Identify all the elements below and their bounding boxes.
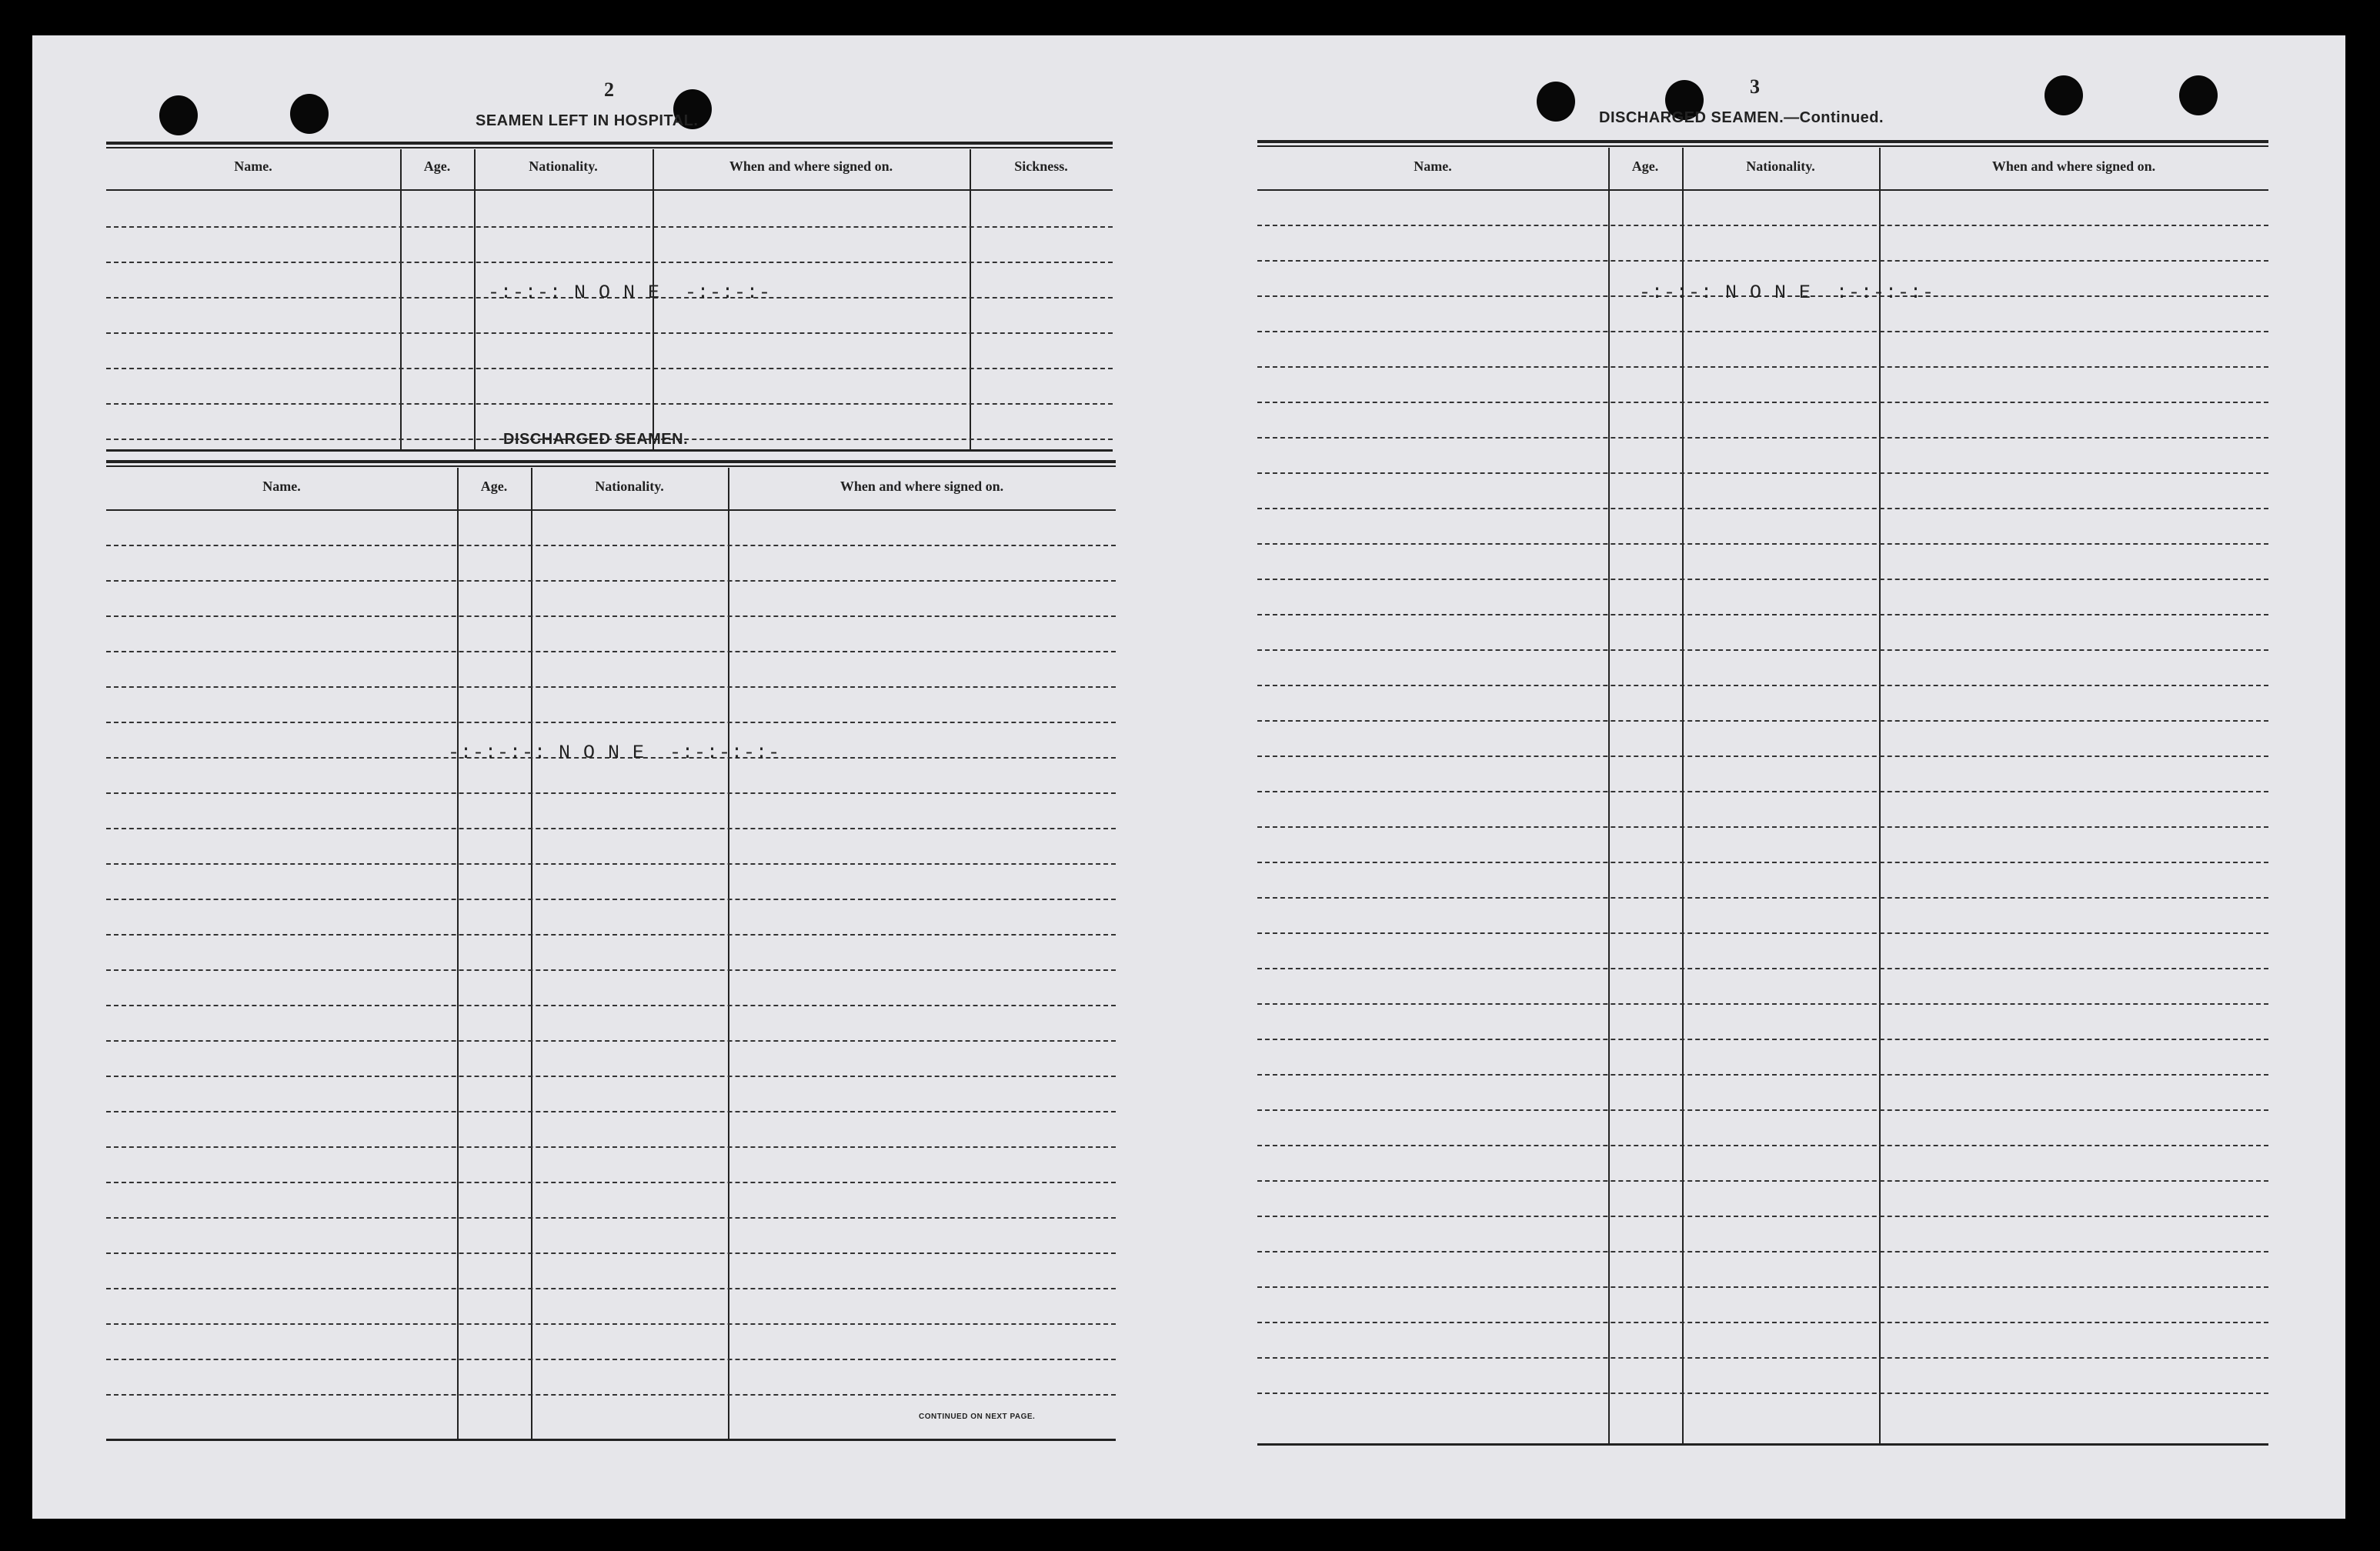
entry-line <box>106 262 1113 263</box>
entry-line <box>1257 791 2268 792</box>
header-rule <box>106 189 1113 191</box>
entry-line <box>106 545 1116 546</box>
entry-line <box>106 615 1116 617</box>
column-divider <box>531 468 532 1439</box>
entry-line <box>1257 1145 2268 1146</box>
table-top-rule <box>106 460 1116 463</box>
entry-line <box>1257 331 2268 332</box>
continued-footer: CONTINUED ON NEXT PAGE. <box>919 1413 1036 1421</box>
entry-line <box>1257 826 2268 828</box>
column-header-nationality: Nationality. <box>529 158 598 174</box>
entry-line <box>106 722 1116 723</box>
entry-line <box>106 1359 1116 1360</box>
column-divider <box>728 468 729 1439</box>
entry-line <box>1257 1286 2268 1288</box>
column-header-signed-on: When and where signed on. <box>840 479 1004 494</box>
page-number-right: 3 <box>1750 75 1760 98</box>
none-entry: -:-:-: N O N E -:-:-:- <box>488 282 772 304</box>
entry-line <box>1257 720 2268 722</box>
punch-hole <box>2179 75 2218 115</box>
hospital-section-title: SEAMEN LEFT IN HOSPITAL. <box>476 112 699 129</box>
column-header-name: Name. <box>262 479 301 494</box>
column-header-signed-on: When and where signed on. <box>729 158 893 174</box>
entry-line <box>1257 1074 2268 1076</box>
entry-line <box>106 403 1113 405</box>
entry-line <box>1257 968 2268 969</box>
column-divider <box>1608 148 1610 1443</box>
table-bottom-rule <box>1257 1443 2268 1446</box>
table-bottom-rule <box>106 1439 1116 1441</box>
entry-line <box>1257 366 2268 368</box>
header-rule <box>1257 189 2268 191</box>
entry-line <box>1257 1109 2268 1111</box>
entry-line <box>1257 1357 2268 1359</box>
document-sheet <box>32 35 2345 1519</box>
punch-hole <box>2045 75 2083 115</box>
entry-line <box>106 1288 1116 1289</box>
column-header-nationality: Nationality. <box>595 479 664 494</box>
entry-line <box>1257 260 2268 262</box>
column-divider <box>970 149 971 451</box>
column-header-age: Age. <box>480 479 508 494</box>
column-header-age: Age. <box>423 158 451 174</box>
entry-line <box>106 1005 1116 1006</box>
column-header-sickness: Sickness. <box>1014 158 1068 174</box>
entry-line <box>1257 508 2268 509</box>
column-header-nationality: Nationality. <box>1746 158 1815 174</box>
entry-line <box>106 686 1116 688</box>
entry-line <box>106 1252 1116 1254</box>
table-bottom-rule <box>106 449 1113 452</box>
punch-hole <box>159 95 198 135</box>
entry-line <box>106 1182 1116 1183</box>
table-top-rule <box>106 142 1113 145</box>
entry-line <box>1257 543 2268 545</box>
table-top-rule <box>106 147 1113 148</box>
entry-line <box>1257 1039 2268 1040</box>
page-number-left: 2 <box>604 78 614 101</box>
entry-line <box>1257 685 2268 686</box>
entry-line <box>1257 1251 2268 1252</box>
entry-line <box>106 969 1116 971</box>
entry-line <box>1257 897 2268 899</box>
entry-line <box>106 863 1116 865</box>
column-divider <box>1879 148 1881 1443</box>
entry-line <box>1257 1216 2268 1217</box>
punch-hole <box>1537 82 1575 122</box>
none-entry: -:-:-:-: N O N E -:-:-:-:- <box>448 742 781 764</box>
column-divider <box>457 468 459 1439</box>
entry-line <box>1257 1322 2268 1323</box>
column-header-name: Name. <box>234 158 272 174</box>
discharged-section-title: DISCHARGED SEAMEN. <box>503 431 689 448</box>
punch-hole <box>290 94 329 134</box>
column-divider <box>400 149 402 451</box>
entry-line <box>1257 755 2268 757</box>
entry-line <box>1257 579 2268 580</box>
entry-line <box>106 1217 1116 1219</box>
entry-line <box>106 828 1116 829</box>
entry-line <box>106 1111 1116 1112</box>
entry-line <box>1257 437 2268 439</box>
hospital-table <box>106 142 1113 459</box>
column-divider <box>1682 148 1684 1443</box>
column-header-age: Age. <box>1631 158 1659 174</box>
entry-line <box>1257 1003 2268 1005</box>
entry-line <box>1257 472 2268 474</box>
entry-line <box>1257 649 2268 651</box>
table-top-rule <box>106 465 1116 467</box>
entry-line <box>106 1394 1116 1396</box>
discharged-continued-table <box>1257 140 2268 1448</box>
entry-line <box>106 332 1113 334</box>
column-header-signed-on: When and where signed on. <box>1991 158 2156 174</box>
entry-line <box>106 580 1116 582</box>
entry-line <box>106 792 1116 794</box>
entry-line <box>106 368 1113 369</box>
entry-line <box>106 934 1116 936</box>
entry-line <box>106 899 1116 900</box>
table-top-rule <box>1257 140 2268 143</box>
column-divider <box>474 149 476 451</box>
entry-line <box>106 651 1116 652</box>
entry-line <box>1257 225 2268 226</box>
entry-line <box>1257 932 2268 934</box>
discharged-table <box>106 460 1116 1443</box>
entry-line <box>1257 402 2268 403</box>
discharged-continued-title: DISCHARGED SEAMEN.—Continued. <box>1599 109 1884 126</box>
entry-line <box>106 1076 1116 1077</box>
none-entry: -:-:-: N O N E :-:-:-:- <box>1639 282 1935 304</box>
table-top-rule <box>1257 145 2268 147</box>
entry-line <box>1257 614 2268 615</box>
entry-line <box>1257 1393 2268 1394</box>
column-header-name: Name. <box>1414 158 1452 174</box>
entry-line <box>106 1040 1116 1042</box>
entry-line <box>106 1146 1116 1148</box>
header-rule <box>106 509 1116 511</box>
entry-line <box>1257 862 2268 863</box>
entry-line <box>106 226 1113 228</box>
entry-line <box>106 1323 1116 1325</box>
entry-line <box>1257 1180 2268 1182</box>
